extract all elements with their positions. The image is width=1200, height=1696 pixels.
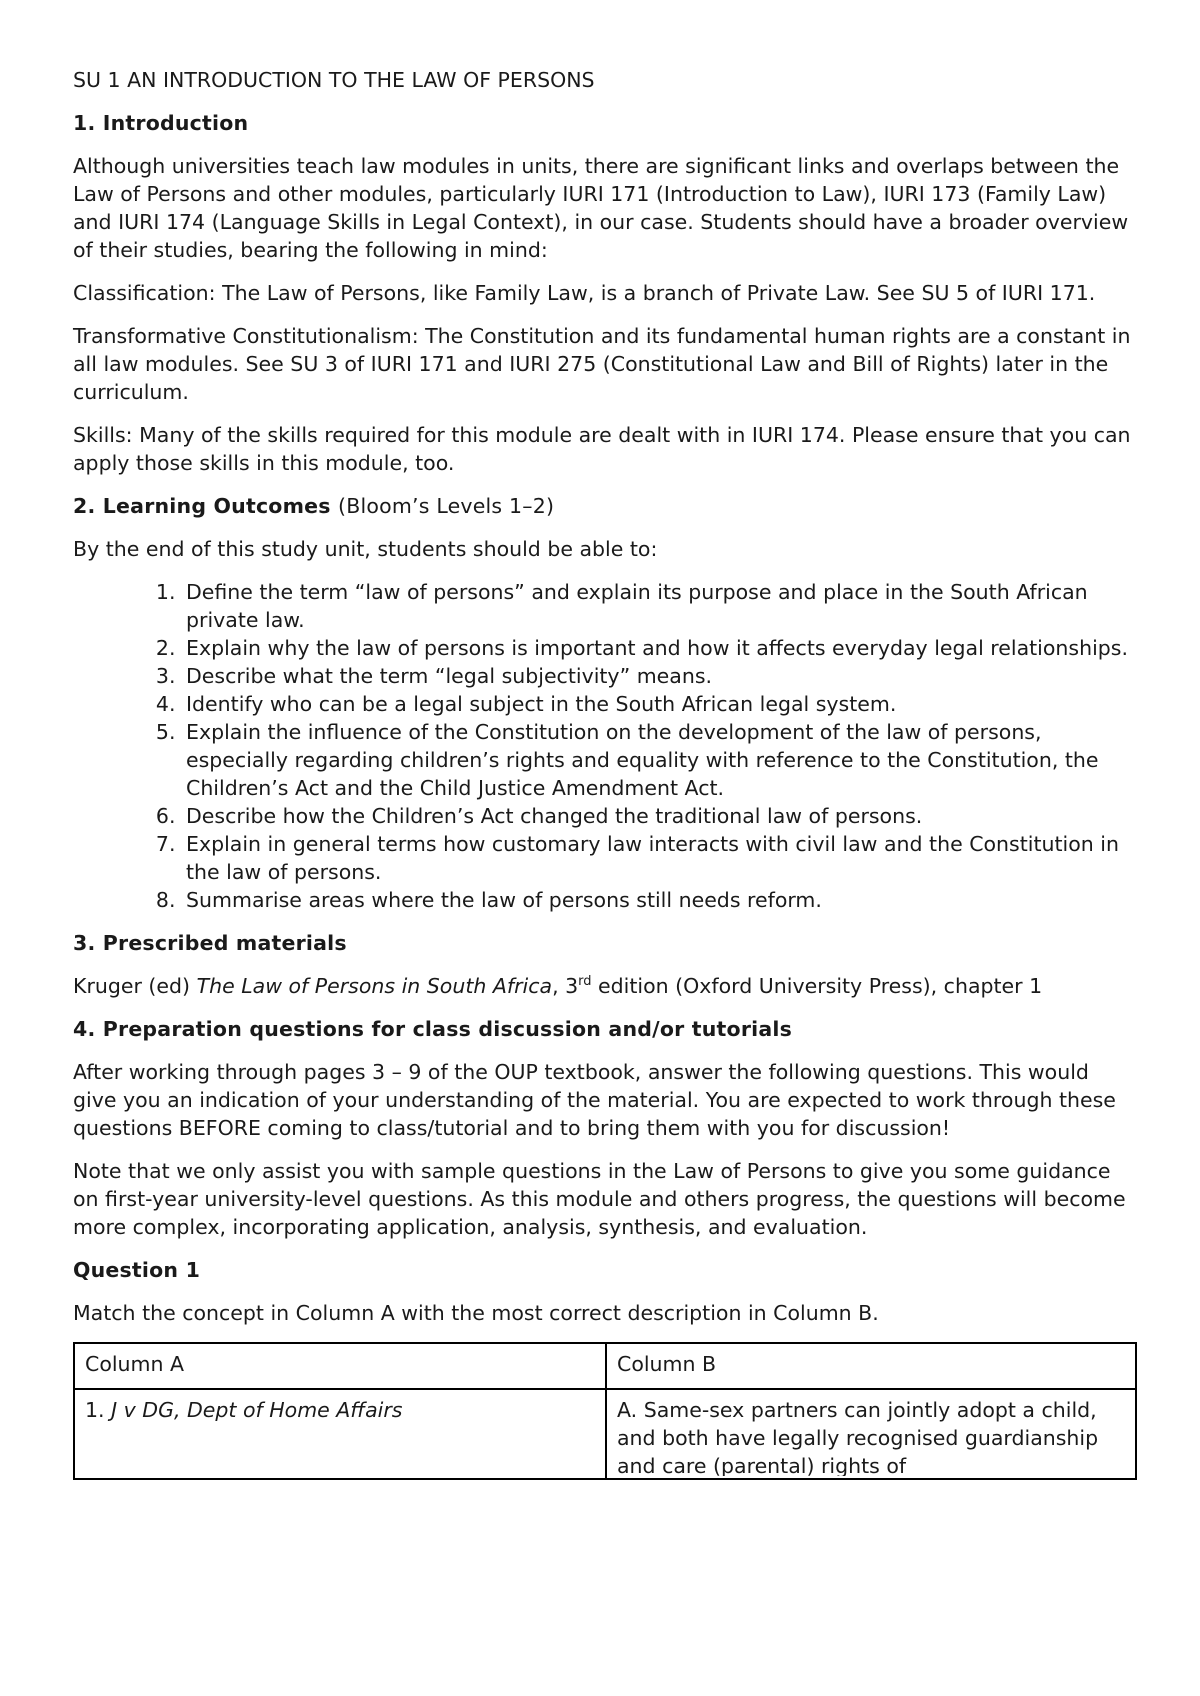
learning-outcomes-list: [73, 578, 1137, 914]
list-item: 8. Summarise areas where the law of persons still needs reform.: [182, 886, 1137, 914]
outcomes-intro: By the end of this study unit, students should be able to:: [73, 537, 658, 561]
guidance-paragraph: Note that we only assist you with sample questions in the Law of Persons to give you some guidance on first-year university-level questions. As this module and others progress, the questions will become more complex, incorporating application, analysis, synthesis, and evaluation.: [73, 1159, 1126, 1239]
list-item: 2. Explain why the law of persons is important and how it affects everyday legal relationships.: [182, 634, 1137, 662]
matching-table: [73, 1342, 1137, 1480]
reference-edition-suffix: rd: [578, 974, 592, 990]
list-item: 5. Explain the influence of the Constitution on the development of the law of persons, especially regarding children’s rights and equality with reference to the Constitution, the Children’s Act and the Child Justice Amendment Act.: [182, 718, 1137, 802]
intro-paragraph: Although universities teach law modules in units, there are significant links and overlaps between the Law of Persons and other modules, particularly IURI 171 (Introduction to Law), IURI 173 (Family Law) and IURI 174 (Language Skills in Legal Context), in our case. Students should have a broader overview of their studies, bearing the following in mind:: [73, 154, 1129, 262]
list-item: 6. Describe how the Children’s Act changed the traditional law of persons.: [182, 802, 1137, 830]
section-1-heading: 1. Introduction: [73, 111, 249, 135]
classification-paragraph: Classification: The Law of Persons, like Family Law, is a branch of Private Law. See SU 5 of IURI 171.: [73, 281, 1096, 305]
question-1-heading: Question 1: [73, 1258, 201, 1282]
page-title: SU 1 AN INTRODUCTION TO THE LAW OF PERSONS: [73, 68, 595, 92]
document-page: [73, 66, 1137, 1480]
reference-editor: Kruger (ed): [73, 974, 197, 998]
column-b-header: Column B: [606, 1343, 1136, 1389]
section-2-heading-text: 2. Learning Outcomes: [73, 494, 331, 518]
constitutionalism-paragraph: Transformative Constitutionalism: The Constitution and its fundamental human rights are a constant in all law modules. See SU 3 of IURI 171 and IURI 275 (Constitutional Law and Bill of Rights) later in the curriculum.: [73, 324, 1131, 404]
list-item: 7. Explain in general terms how customary law interacts with civil law and the Constitution in the law of persons.: [182, 830, 1137, 886]
description-text: A. Same-sex partners can jointly adopt a child, and both have legally recognised guardianship and care (parental) rights of: [617, 1398, 1099, 1476]
section-4-heading: 4. Preparation questions for class discussion and/or tutorials: [73, 1017, 793, 1041]
reference-publisher: edition (Oxford University Press), chapter 1: [591, 974, 1043, 998]
table-row: [74, 1389, 1136, 1479]
reference-title: The Law of Persons in South Africa: [196, 974, 553, 998]
list-item: 1. Define the term “law of persons” and explain its purpose and place in the South African private law.: [182, 578, 1137, 634]
list-item: 4. Identify who can be a legal subject in the South African legal system.: [182, 690, 1137, 718]
list-item: 3. Describe what the term “legal subjectivity” means.: [182, 662, 1137, 690]
section-2-heading: [73, 492, 1137, 520]
table-header-row: [74, 1343, 1136, 1389]
skills-paragraph: Skills: Many of the skills required for this module are dealt with in IURI 174. Please ensure that you can apply those skills in this module, too.: [73, 423, 1131, 475]
column-b-cell: [606, 1389, 1136, 1479]
case-name: J v DG, Dept of Home Affairs: [111, 1398, 403, 1422]
section-2-heading-note: (Bloom’s Levels 1–2): [338, 494, 555, 518]
section-3-heading: 3. Prescribed materials: [73, 931, 347, 955]
reference-edition: , 3: [552, 974, 579, 998]
preparation-paragraph: After working through pages 3 – 9 of the OUP textbook, answer the following questions. This would give you an indication of your understanding of the material. You are expected to work through these questions BEFORE coming to class/tutorial and to bring them with you for discussion!: [73, 1060, 1116, 1140]
row-number: 1.: [85, 1398, 112, 1422]
column-a-cell: [74, 1389, 606, 1479]
question-1-instruction: Match the concept in Column A with the most correct description in Column B.: [73, 1301, 879, 1325]
prescribed-reference: [73, 972, 1137, 1000]
column-a-header: Column A: [74, 1343, 606, 1389]
